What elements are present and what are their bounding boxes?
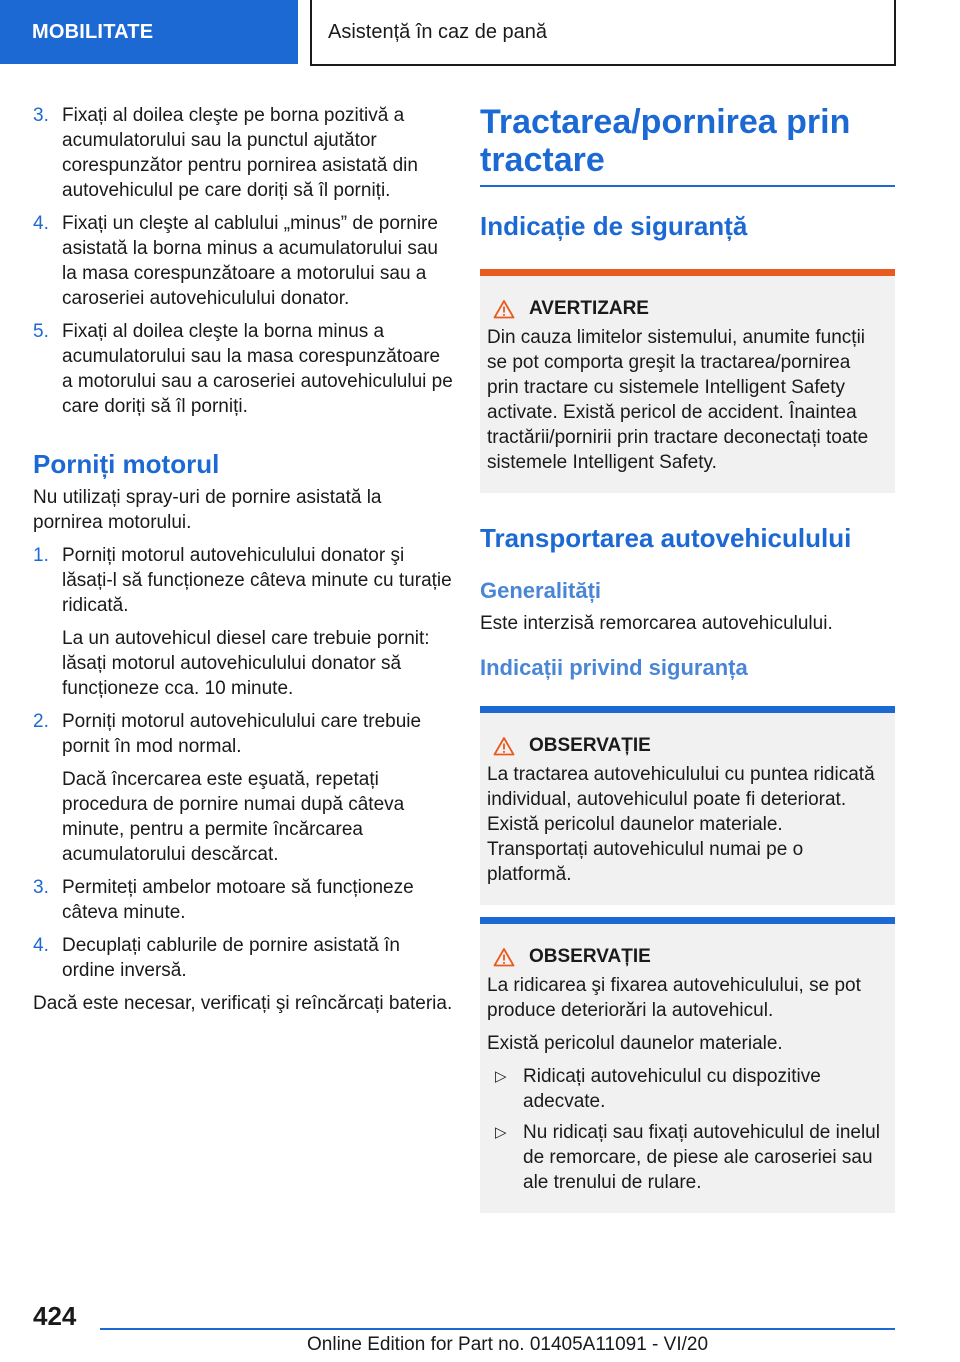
footer-edition: Online Edition for Part no. 01405A11091 - VI/20 — [307, 1334, 709, 1355]
notice-box — [480, 706, 895, 905]
intro-paragraph: Nu utilizați spray-uri de pornire asistată la pornirea motorului. — [33, 487, 382, 533]
step-extra-text: Dacă încercarea este eşuată, repetați procedura de pornire numai după câteva minute, pentru a permite încărcarea acumulatorului descărcat. — [62, 769, 405, 865]
step-text: Fixați al doilea cleşte la borna minus a acumulatorului sau la masa corespunzătoare a motorului sau a caroseriei autovehiculului pe care doriți să îl porniți. — [62, 321, 453, 417]
notice-text: La tractarea autovehiculului cu puntea ridicată individual, autovehiculul poate fi deteriorat. Există pericolul daunelor materiale. Transportați autovehiculul numai pe o platformă. — [487, 764, 875, 885]
page-header — [0, 0, 960, 66]
warning-triangle-icon — [493, 947, 515, 967]
chapter-title: Asistență în caz de pană — [310, 0, 896, 66]
list-item — [487, 1120, 887, 1195]
left-column — [33, 103, 453, 1024]
step-text: Fixați un cleşte al cablului „minus” de pornire asistată la borna minus a acumulatorului sau la masa corespunzătoare a motorului sau a caroseriei autovehiculului donator. — [62, 213, 438, 309]
heading-transport: Transportarea autovehiculului — [480, 523, 852, 553]
step-text: Decuplați cablurile de pornire asistată în ordine inversă. — [62, 935, 400, 981]
outro-paragraph: Dacă este necesar, verificați şi reîncărcați bateria. — [33, 993, 453, 1014]
warning-title-text: AVERTIZARE — [529, 298, 649, 319]
step-item — [33, 211, 453, 311]
step-number: 5. — [33, 321, 49, 342]
step-number: 3. — [33, 105, 49, 126]
warning-triangle-icon — [493, 299, 515, 319]
notice-title — [487, 733, 887, 758]
warning-title — [487, 296, 887, 321]
triangle-bullet-icon: ▷ — [495, 1124, 507, 1141]
step-text: Fixați al doilea cleşte pe borna pozitivă a acumulatorului sau la punctul ajutător corespunzător pentru pornirea asistată din autovehiculul pe care doriți să îl porniți. — [62, 105, 418, 201]
heading-safety-note: Indicație de siguranță — [480, 211, 748, 241]
page-number: 424 — [33, 1301, 77, 1331]
heading-safety-notes: Indicații privind siguranța — [480, 655, 748, 680]
step-number: 4. — [33, 213, 49, 234]
right-column — [480, 103, 895, 1213]
step-item — [33, 709, 453, 867]
list-item-text: Nu ridicați sau fixați autovehiculul de inelul de remorcare, de piese ale caroseriei sau ale trenului de rulare. — [523, 1122, 880, 1193]
step-item — [33, 933, 453, 983]
heading-general: Generalități — [480, 578, 602, 603]
step-item — [33, 875, 453, 925]
section-heading-start-engine: Porniți motorul — [33, 449, 220, 479]
step-number: 1. — [33, 545, 49, 566]
notice-text: La ridicarea şi fixarea autovehiculului, se pot produce deteriorări la autovehicul. — [487, 975, 861, 1021]
step-number: 2. — [33, 711, 49, 732]
notice-title — [487, 944, 887, 969]
step-number: 4. — [33, 935, 49, 956]
step-text: Porniți motorul autovehiculului care trebuie pornit în mod normal. — [62, 711, 422, 757]
triangle-bullet-icon: ▷ — [495, 1068, 507, 1085]
warning-text: Din cauza limitelor sistemului, anumite funcții se pot comporta greşit la tractarea/pornirea prin tractare cu sistemele Intelligent Safety activate. Există pericol de accident. Înaintea tractării/pornirii prin tractare deconectați toate sistemele Intelligent Safety. — [487, 327, 869, 473]
step-number: 3. — [33, 877, 49, 898]
chapter-heading-towing: Tractarea/pornirea prin tractare — [480, 103, 895, 187]
step-text: Permiteți ambelor motoare să funcționeze câteva minute. — [62, 877, 414, 923]
general-text: Este interzisă remorcarea autovehiculului. — [480, 613, 833, 634]
warning-box — [480, 269, 895, 493]
step-item — [33, 319, 453, 419]
step-item — [33, 103, 453, 203]
notice-title-text: OBSERVAȚIE — [529, 735, 651, 756]
notice-box — [480, 917, 895, 1213]
notice-title-text: OBSERVAȚIE — [529, 946, 651, 967]
step-extra-text: La un autovehicul diesel care trebuie pornit: lăsați motorul autovehiculului donator să funcționeze cca. 10 minute. — [62, 628, 430, 699]
footer-divider — [100, 1328, 895, 1330]
step-item — [33, 543, 453, 701]
notice-text: Există pericolul daunelor materiale. — [487, 1033, 783, 1054]
list-item-text: Ridicați autovehiculul cu dispozitive adecvate. — [523, 1066, 821, 1112]
warning-triangle-icon — [493, 736, 515, 756]
step-text: Porniți motorul autovehiculului donator şi lăsați-l să funcționeze câteva minute cu turație ridicată. — [62, 545, 452, 616]
section-tab: MOBILITATE — [0, 0, 298, 64]
list-item — [487, 1064, 887, 1114]
